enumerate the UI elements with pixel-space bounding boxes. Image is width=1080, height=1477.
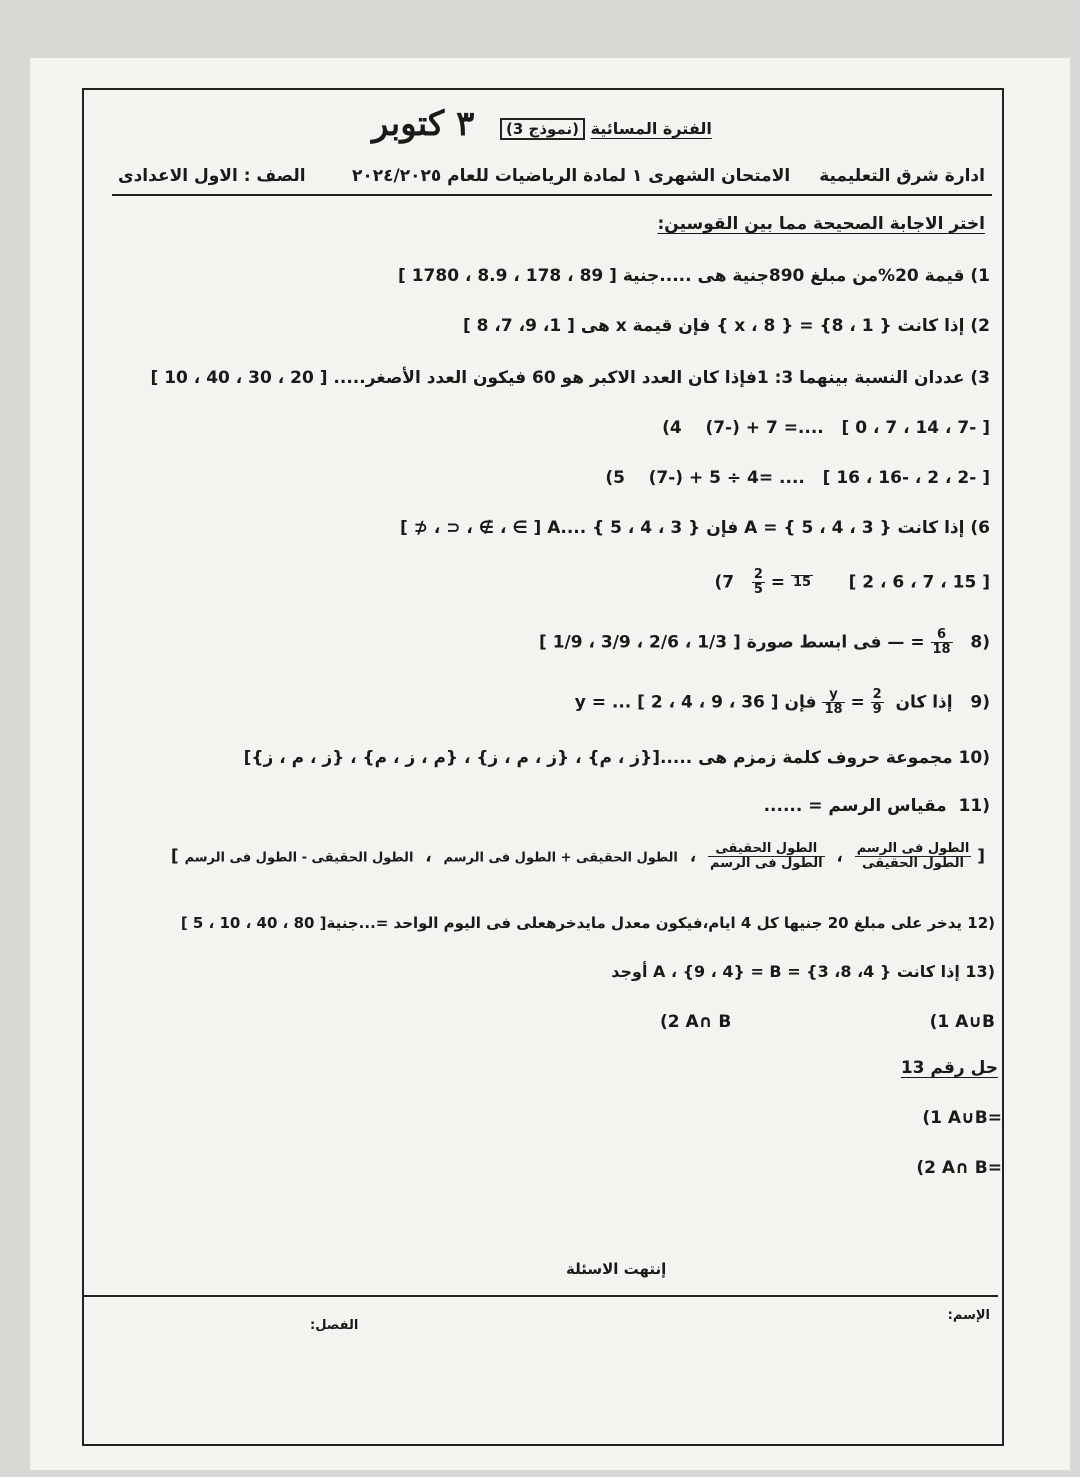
question-5: (5 (7-) + 5 ÷ 4= .... [ 16 ، 16- ، 2 ، 2- ] — [605, 468, 990, 488]
q7-fraction-left: $\frac{2}{5}$ — [753, 567, 763, 597]
question-7-options: [ 2 ، 6 ، 7 ، 15 ] — [848, 572, 990, 593]
question-1: 1) قيمة 20%من مبلغ 890جنية هى .....جنية [ 89 ، 178 ، 8.9 ، 1780 ] — [398, 266, 990, 286]
end-of-questions: إنتهت الاسئلة — [566, 1260, 667, 1278]
question-9-options: [ 2 ، 4 ، 9 ، 36 ] — [637, 692, 779, 713]
question-12: (12 يدخر على مبلغ 20 جنيها كل 4 ايام،فيكون معدل مايدخرهعلى فى اليوم الواحد =...جنية[ 80 ، 40 ، 10 ، 5 ] — [180, 914, 995, 932]
administration: ادارة شرق التعليمية — [819, 166, 985, 186]
question-11: (11 مقياس الرسم = ...... — [763, 796, 990, 816]
q11-option-4: الطول الحقيقى - الطول فى الرسم — [184, 850, 414, 866]
question-1-options: [ 89 ، 178 ، 8.9 ، 1780 ] — [398, 266, 617, 286]
question-4: (4 (7-) + 7 =.... [ 0 ، 7 ، 14 ، 7- ] — [662, 418, 990, 438]
question-9: (9 إذا كان $\frac{2}{9}$ = $\frac{y}{18}$ فإن y = ... [ 2 ، 4 ، 9 ، 36 ] — [574, 687, 990, 717]
question-3-options: [ 20 ، 30 ، 40 ، 10 ] — [150, 368, 328, 388]
question-12-options: [ 80 ، 40 ، 10 ، 5 ] — [180, 914, 327, 932]
solution-part-2: (2 A∩ B= — [916, 1158, 1002, 1178]
q9-fraction-a: $\frac{2}{9}$ — [872, 687, 882, 717]
question-4-options: [ 0 ، 7 ، 14 ، 7- ] — [841, 418, 990, 438]
footer-rule — [84, 1295, 998, 1297]
header-rule — [112, 194, 992, 196]
question-6: 6) إذا كانت { 3 ، 4 ، 5 } = A فإن { 3 ، 4 ، 5 } ....A [ ∋ ، ∌ ، ⊂ ، ⊄ ] — [400, 518, 990, 538]
question-2: 2) إذا كانت { 1 ، 8} = { x ، 8 } فإن قيمة x هى [ 1، 9، 7، 8 ] — [462, 316, 990, 336]
question-10-options: [{ز ، م} ، {ز ، م ، ز} ، {م ، ز ، م} ، {ز ، م ، ز}] — [243, 748, 660, 768]
solution-title: حل رقم 13 — [900, 1058, 998, 1078]
exam-title: الامتحان الشهرى ١ لمادة الرياضيات للعام ٢٠٢٤/٢٠٢٥ — [352, 166, 791, 186]
period-label: الفترة المسائية (نموذج 3) — [500, 118, 712, 140]
q11-option-3: الطول الحقيقى + الطول فى الرسم — [443, 850, 678, 866]
question-6-options: [ ∋ ، ∌ ، ⊂ ، ⊄ ] — [400, 518, 542, 538]
q11-option-1: $\frac{\text{الطول فى الرسم}}{\text{الطول الحقيقى}}$ — [856, 841, 970, 871]
q11-option-2: $\frac{\text{الطول الحقيقى}}{\text{الطول فى الرسم}}$ — [710, 841, 823, 871]
class-label: الفصل: — [310, 1318, 359, 1333]
question-8: (8 $\frac{6}{18}$ = — فى ابسط صورة [ 1/3 ، 2/6 ، 3/9 ، 1/9 ] — [539, 627, 990, 657]
q13-part-2: (2 A∩ B — [660, 1012, 732, 1032]
solution-part-1: (1 A∪B= — [922, 1108, 1002, 1128]
question-5-options: [ 16 ، 16- ، 2 ، 2- ] — [822, 468, 990, 488]
instruction: اختر الاجابة الصحيحة مما بين القوسين: — [657, 214, 985, 234]
question-11-options: [ $\frac{\text{الطول فى الرسم}}{\text{الطول الحقيقى}}$ ، $\frac{\text{الطول الحقيقى}}{\text{الطول فى الرسم}}$ ، الطول الحقيقى + الطول فى الرسم ، الطول الحقيقى - الطول فى الرسم ] — [170, 841, 985, 871]
question-7: (7 $\frac{2}{5}$ = 15 [ 2 ، 6 ، 7 ، 15 ] — [714, 567, 990, 597]
question-10: (10 مجموعة حروف كلمة زمزم هى .....[{ز ، م} ، {ز ، م ، ز} ، {م ، ز ، م} ، {ز ، م ، ز}] — [243, 748, 990, 768]
question-2-options: [ 1، 9، 7، 8 ] — [462, 316, 575, 336]
question-13: (13 إذا كانت { 4، 8، 3} = A ، {9 ، 4} = B أوجد — [611, 962, 995, 981]
name-label: الإسم: — [947, 1308, 990, 1323]
q7-fraction-right: 15 — [792, 575, 812, 590]
grade: الصف : الاول الاعدادى — [118, 166, 306, 186]
q9-fraction-b: $\frac{y}{18}$ — [824, 687, 843, 717]
question-8-options: [ 1/3 ، 2/6 ، 3/9 ، 1/9 ] — [539, 632, 741, 653]
q13-part-1: (1 A∪B — [929, 1012, 995, 1032]
question-3: 3) عددان النسبة بينهما 3: 1فإذا كان العدد الاكبر هو 60 فيكون العدد الأصغر..... [ 20 ، 30 ، 40 ، 10 ] — [150, 368, 990, 388]
month-handwritten: ٣ كتوبر — [372, 104, 475, 144]
model-label: (نموذج 3) — [500, 118, 585, 140]
q8-fraction: $\frac{6}{18}$ — [932, 627, 951, 657]
